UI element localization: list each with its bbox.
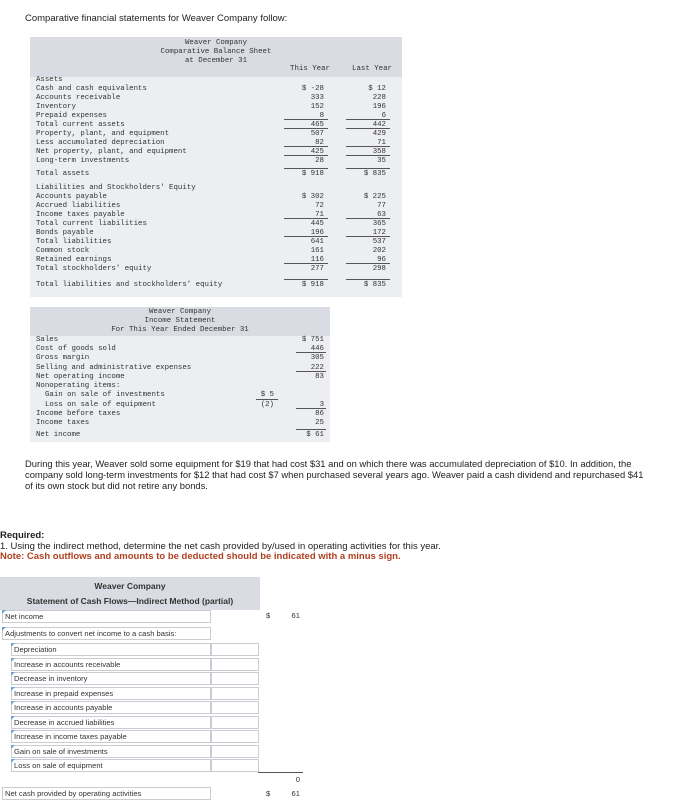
- required-heading: Required:: [0, 530, 45, 541]
- balance-sheet-last-year-value: 35: [377, 157, 386, 165]
- balance-sheet-date: at December 31: [184, 57, 248, 65]
- balance-sheet-this-year-value: $ 918: [301, 170, 324, 178]
- balance-sheet-this-year-value: $ 302: [301, 193, 324, 201]
- balance-sheet-row-label: Property, plant, and equipment: [36, 130, 170, 138]
- balance-sheet-this-year-value: 152: [310, 103, 324, 111]
- balance-sheet-row-label: Total assets: [36, 170, 90, 178]
- balance-sheet-row-label: Long-term investments: [36, 157, 130, 165]
- balance-sheet-last-year-value: 228: [372, 94, 386, 102]
- balance-sheet-last-year-value: 365: [372, 220, 386, 228]
- net-income-dollar: $: [266, 611, 271, 620]
- adjustment-amount-input[interactable]: [211, 759, 259, 772]
- adjustments-subtotal: 0: [295, 775, 300, 784]
- intro-text: Comparative financial statements for Weaver Company follow:: [25, 13, 288, 24]
- income-statement-row-label: Nonoperating items:: [36, 382, 121, 390]
- balance-sheet-rule: [346, 263, 390, 264]
- income-statement-amount: 25: [315, 419, 324, 427]
- problem-paragraph: During this year, Weaver sold some equipment for $19 that had cost $31 and on which there was accumulated depreciation of $10. In addition, the company sold long-term investments for $12 that had cost $7 when purchased several years ago. Weaver paid a cash dividend and repurchased $41 of its own stock but did not retire any bonds.: [25, 458, 644, 491]
- balance-sheet-row-label: Cash and cash equivalents: [36, 85, 147, 93]
- balance-sheet-this-year-value: 28: [315, 157, 324, 165]
- balance-sheet-rule: [346, 236, 390, 237]
- balance-sheet-this-year-value: $ -28: [301, 85, 324, 93]
- balance-sheet-rule: [346, 218, 390, 219]
- balance-sheet-rule: [346, 168, 390, 169]
- balance-sheet-row-label: Retained earnings: [36, 256, 112, 264]
- balance-sheet-rule: [284, 218, 328, 219]
- balance-sheet-rule: [346, 128, 390, 129]
- income-statement-amount: $ 751: [301, 336, 324, 344]
- balance-sheet-row-label: Common stock: [36, 247, 90, 255]
- income-statement-amount: 3: [319, 401, 324, 409]
- balance-sheet-last-year-value: 429: [372, 130, 386, 138]
- balance-sheet-rule: [284, 119, 328, 120]
- adjustment-label: Decrease in accrued liabilities: [11, 716, 211, 729]
- balance-sheet-row-label: Total current liabilities: [36, 220, 147, 228]
- balance-sheet-last-year-value: 442: [372, 121, 386, 129]
- balance-sheet-rule: [284, 279, 328, 280]
- balance-sheet-rule: [284, 263, 328, 264]
- balance-sheet-this-year-value: 277: [310, 265, 324, 273]
- cash-flow-header: [0, 577, 260, 610]
- income-statement-title: Weaver Company: [148, 308, 212, 316]
- income-statement-rule: [296, 408, 326, 409]
- balance-sheet-this-year-value: 161: [310, 247, 324, 255]
- balance-sheet-last-year-value: 202: [372, 247, 386, 255]
- adjustment-amount-input[interactable]: [211, 730, 259, 743]
- balance-sheet-this-year-value: 465: [310, 121, 324, 129]
- row-marker-icon: [11, 643, 15, 647]
- balance-sheet-this-year-value: 333: [310, 94, 324, 102]
- income-statement-row-label: Loss on sale of equipment: [45, 401, 156, 409]
- subtotal-rule: [258, 772, 303, 773]
- balance-sheet-this-year-value: 8: [319, 112, 324, 120]
- required-text: 1. Using the indirect method, determine the net cash provided by/used in operating activities for this year.: [0, 541, 441, 552]
- balance-sheet-this-year-value: 72: [315, 202, 324, 210]
- adjustment-label: Increase in accounts receivable: [11, 658, 211, 671]
- income-statement-period: For This Year Ended December 31: [111, 326, 249, 334]
- adjustment-label: Decrease in inventory: [11, 672, 211, 685]
- balance-sheet-row-label: Prepaid expenses: [36, 112, 107, 120]
- income-statement-rule: [296, 352, 326, 353]
- income-statement-row-label: Income taxes: [36, 419, 90, 427]
- required-block: [0, 530, 441, 552]
- row-marker-icon: [11, 716, 15, 720]
- income-statement-amount: 305: [310, 354, 324, 362]
- balance-sheet-row-label: Income taxes payable: [36, 211, 125, 219]
- balance-sheet-last-year-value: 6: [381, 112, 386, 120]
- income-statement-row-label: Income before taxes: [36, 410, 121, 418]
- balance-sheet-last-year-value: 63: [377, 211, 386, 219]
- balance-sheet-last-year-value: 196: [372, 103, 386, 111]
- income-statement-rule: [256, 399, 278, 400]
- row-marker-icon: [11, 759, 15, 763]
- balance-sheet-last-year-value: $ 835: [363, 170, 386, 178]
- balance-sheet-last-year-value: 537: [372, 238, 386, 246]
- balance-sheet-this-year-value: 116: [310, 256, 324, 264]
- row-marker-icon: [11, 730, 15, 734]
- balance-sheet-row-label: Inventory: [36, 103, 76, 111]
- balance-sheet-row-label: Total liabilities and stockholders' equity: [36, 281, 223, 289]
- balance-sheet-row-label: Total stockholders' equity: [36, 265, 152, 273]
- balance-sheet-this-year-value: 641: [310, 238, 324, 246]
- adjustment-label: Loss on sale of equipment: [11, 759, 211, 772]
- adjustment-label: Gain on sale of investments: [11, 745, 211, 758]
- income-statement-row-label: Sales: [36, 336, 59, 344]
- balance-sheet-subtitle: Comparative Balance Sheet: [160, 48, 272, 56]
- col-this-year: This Year: [290, 65, 330, 73]
- balance-sheet-row-label: Net property, plant, and equipment: [36, 148, 187, 156]
- col-last-year: Last Year: [352, 65, 392, 73]
- adjustment-label: Increase in accounts payable: [11, 701, 211, 714]
- adjustment-label: Increase in prepaid expenses: [11, 687, 211, 700]
- balance-sheet-last-year-value: 77: [377, 202, 386, 210]
- balance-sheet-row-label: Liabilities and Stockholders' Equity: [36, 184, 196, 192]
- balance-sheet-last-year-value: 96: [377, 256, 386, 264]
- balance-sheet-row-label: Accounts payable: [36, 193, 107, 201]
- balance-sheet-row-label: Total current assets: [36, 121, 125, 129]
- balance-sheet-row-label: Bonds payable: [36, 229, 94, 237]
- balance-sheet-row-label: Total liabilities: [36, 238, 112, 246]
- adjustment-amount-input[interactable]: [211, 687, 259, 700]
- income-statement-amount: 86: [315, 410, 324, 418]
- income-statement-amount: 83: [315, 373, 324, 381]
- balance-sheet-last-year-value: $ 225: [363, 193, 386, 201]
- adjustment-label: Increase in income taxes payable: [11, 730, 211, 743]
- balance-sheet-row-label: Assets: [36, 76, 63, 84]
- income-statement-amount: 446: [310, 345, 324, 353]
- net-income-amount: 61: [291, 611, 300, 620]
- income-statement-amount: 222: [310, 364, 324, 372]
- balance-sheet-rule: [284, 236, 328, 237]
- income-statement-row-label: Gross margin: [36, 354, 90, 362]
- balance-sheet-row-label: Accrued liabilities: [36, 202, 121, 210]
- balance-sheet-row-label: Less accumulated depreciation: [36, 139, 165, 147]
- net-cash-dollar: $: [266, 789, 271, 798]
- row-marker-icon: [11, 672, 15, 676]
- income-statement-row-label: Net income: [36, 431, 81, 439]
- balance-sheet-rule: [346, 279, 390, 280]
- row-marker-icon: [11, 687, 15, 691]
- balance-sheet-title: Weaver Company: [184, 39, 248, 47]
- adjustment-amount-input[interactable]: [211, 672, 259, 685]
- income-statement-row-label: Gain on sale of investments: [45, 391, 165, 399]
- income-statement-rule: [296, 371, 326, 372]
- cash-flow-title: Weaver Company: [94, 581, 166, 591]
- balance-sheet-last-year-value: 298: [372, 265, 386, 273]
- income-statement-amount: $ 61: [306, 431, 324, 439]
- adjustment-amount-input[interactable]: [211, 701, 259, 714]
- income-statement-row-label: Selling and administrative expenses: [36, 364, 192, 372]
- balance-sheet-rule: [346, 119, 390, 120]
- balance-sheet-this-year-value: 196: [310, 229, 324, 237]
- balance-sheet-rule: [284, 128, 328, 129]
- balance-sheet-last-year-value: 71: [377, 139, 386, 147]
- adjustment-amount-input[interactable]: [211, 643, 259, 656]
- balance-sheet-this-year-value: 71: [315, 211, 324, 219]
- net-cash-amount: 61: [291, 789, 300, 798]
- adjustment-amount-input[interactable]: [211, 716, 259, 729]
- balance-sheet-this-year-value: 445: [310, 220, 324, 228]
- income-statement-row-label: Cost of goods sold: [36, 345, 116, 353]
- income-statement-subamount: (2): [260, 401, 274, 409]
- income-statement-rule: [296, 429, 326, 430]
- cash-flow-subtitle: Statement of Cash Flows—Indirect Method (partial): [26, 596, 234, 606]
- balance-sheet-rule: [346, 155, 390, 156]
- balance-sheet-last-year-value: 172: [372, 229, 386, 237]
- balance-sheet-last-year-value: 358: [372, 148, 386, 156]
- row-marker-icon: [2, 610, 6, 614]
- required-note: Note: Cash outflows and amounts to be deducted should be indicated with a minus sign.: [0, 551, 401, 562]
- row-marker-icon: [11, 658, 15, 662]
- adjustment-amount-input[interactable]: [211, 658, 259, 671]
- income-statement-subamount: $ 5: [260, 391, 274, 399]
- balance-sheet-rule: [284, 146, 328, 147]
- balance-sheet-last-year-value: $ 12: [368, 85, 386, 93]
- net-cash-label: Net cash provided by operating activities: [2, 787, 211, 800]
- income-statement-subtitle: Income Statement: [144, 317, 216, 325]
- balance-sheet-this-year-value: $ 918: [301, 281, 324, 289]
- income-statement-row-label: Net operating income: [36, 373, 125, 381]
- balance-sheet-last-year-value: $ 835: [363, 281, 386, 289]
- adjustment-amount-input[interactable]: [211, 745, 259, 758]
- net-income-label: Net income: [2, 610, 211, 623]
- balance-sheet-rule: [346, 146, 390, 147]
- balance-sheet-this-year-value: 425: [310, 148, 324, 156]
- row-marker-icon: [11, 701, 15, 705]
- balance-sheet-this-year-value: 507: [310, 130, 324, 138]
- balance-sheet-rule: [284, 155, 328, 156]
- balance-sheet-row-label: Accounts receivable: [36, 94, 121, 102]
- adjustment-label: Depreciation: [11, 643, 211, 656]
- row-marker-icon: [11, 745, 15, 749]
- balance-sheet-rule: [284, 168, 328, 169]
- balance-sheet-this-year-value: 82: [315, 139, 324, 147]
- row-marker-icon: [2, 627, 6, 631]
- adjustments-label: Adjustments to convert net income to a cash basis:: [2, 627, 211, 640]
